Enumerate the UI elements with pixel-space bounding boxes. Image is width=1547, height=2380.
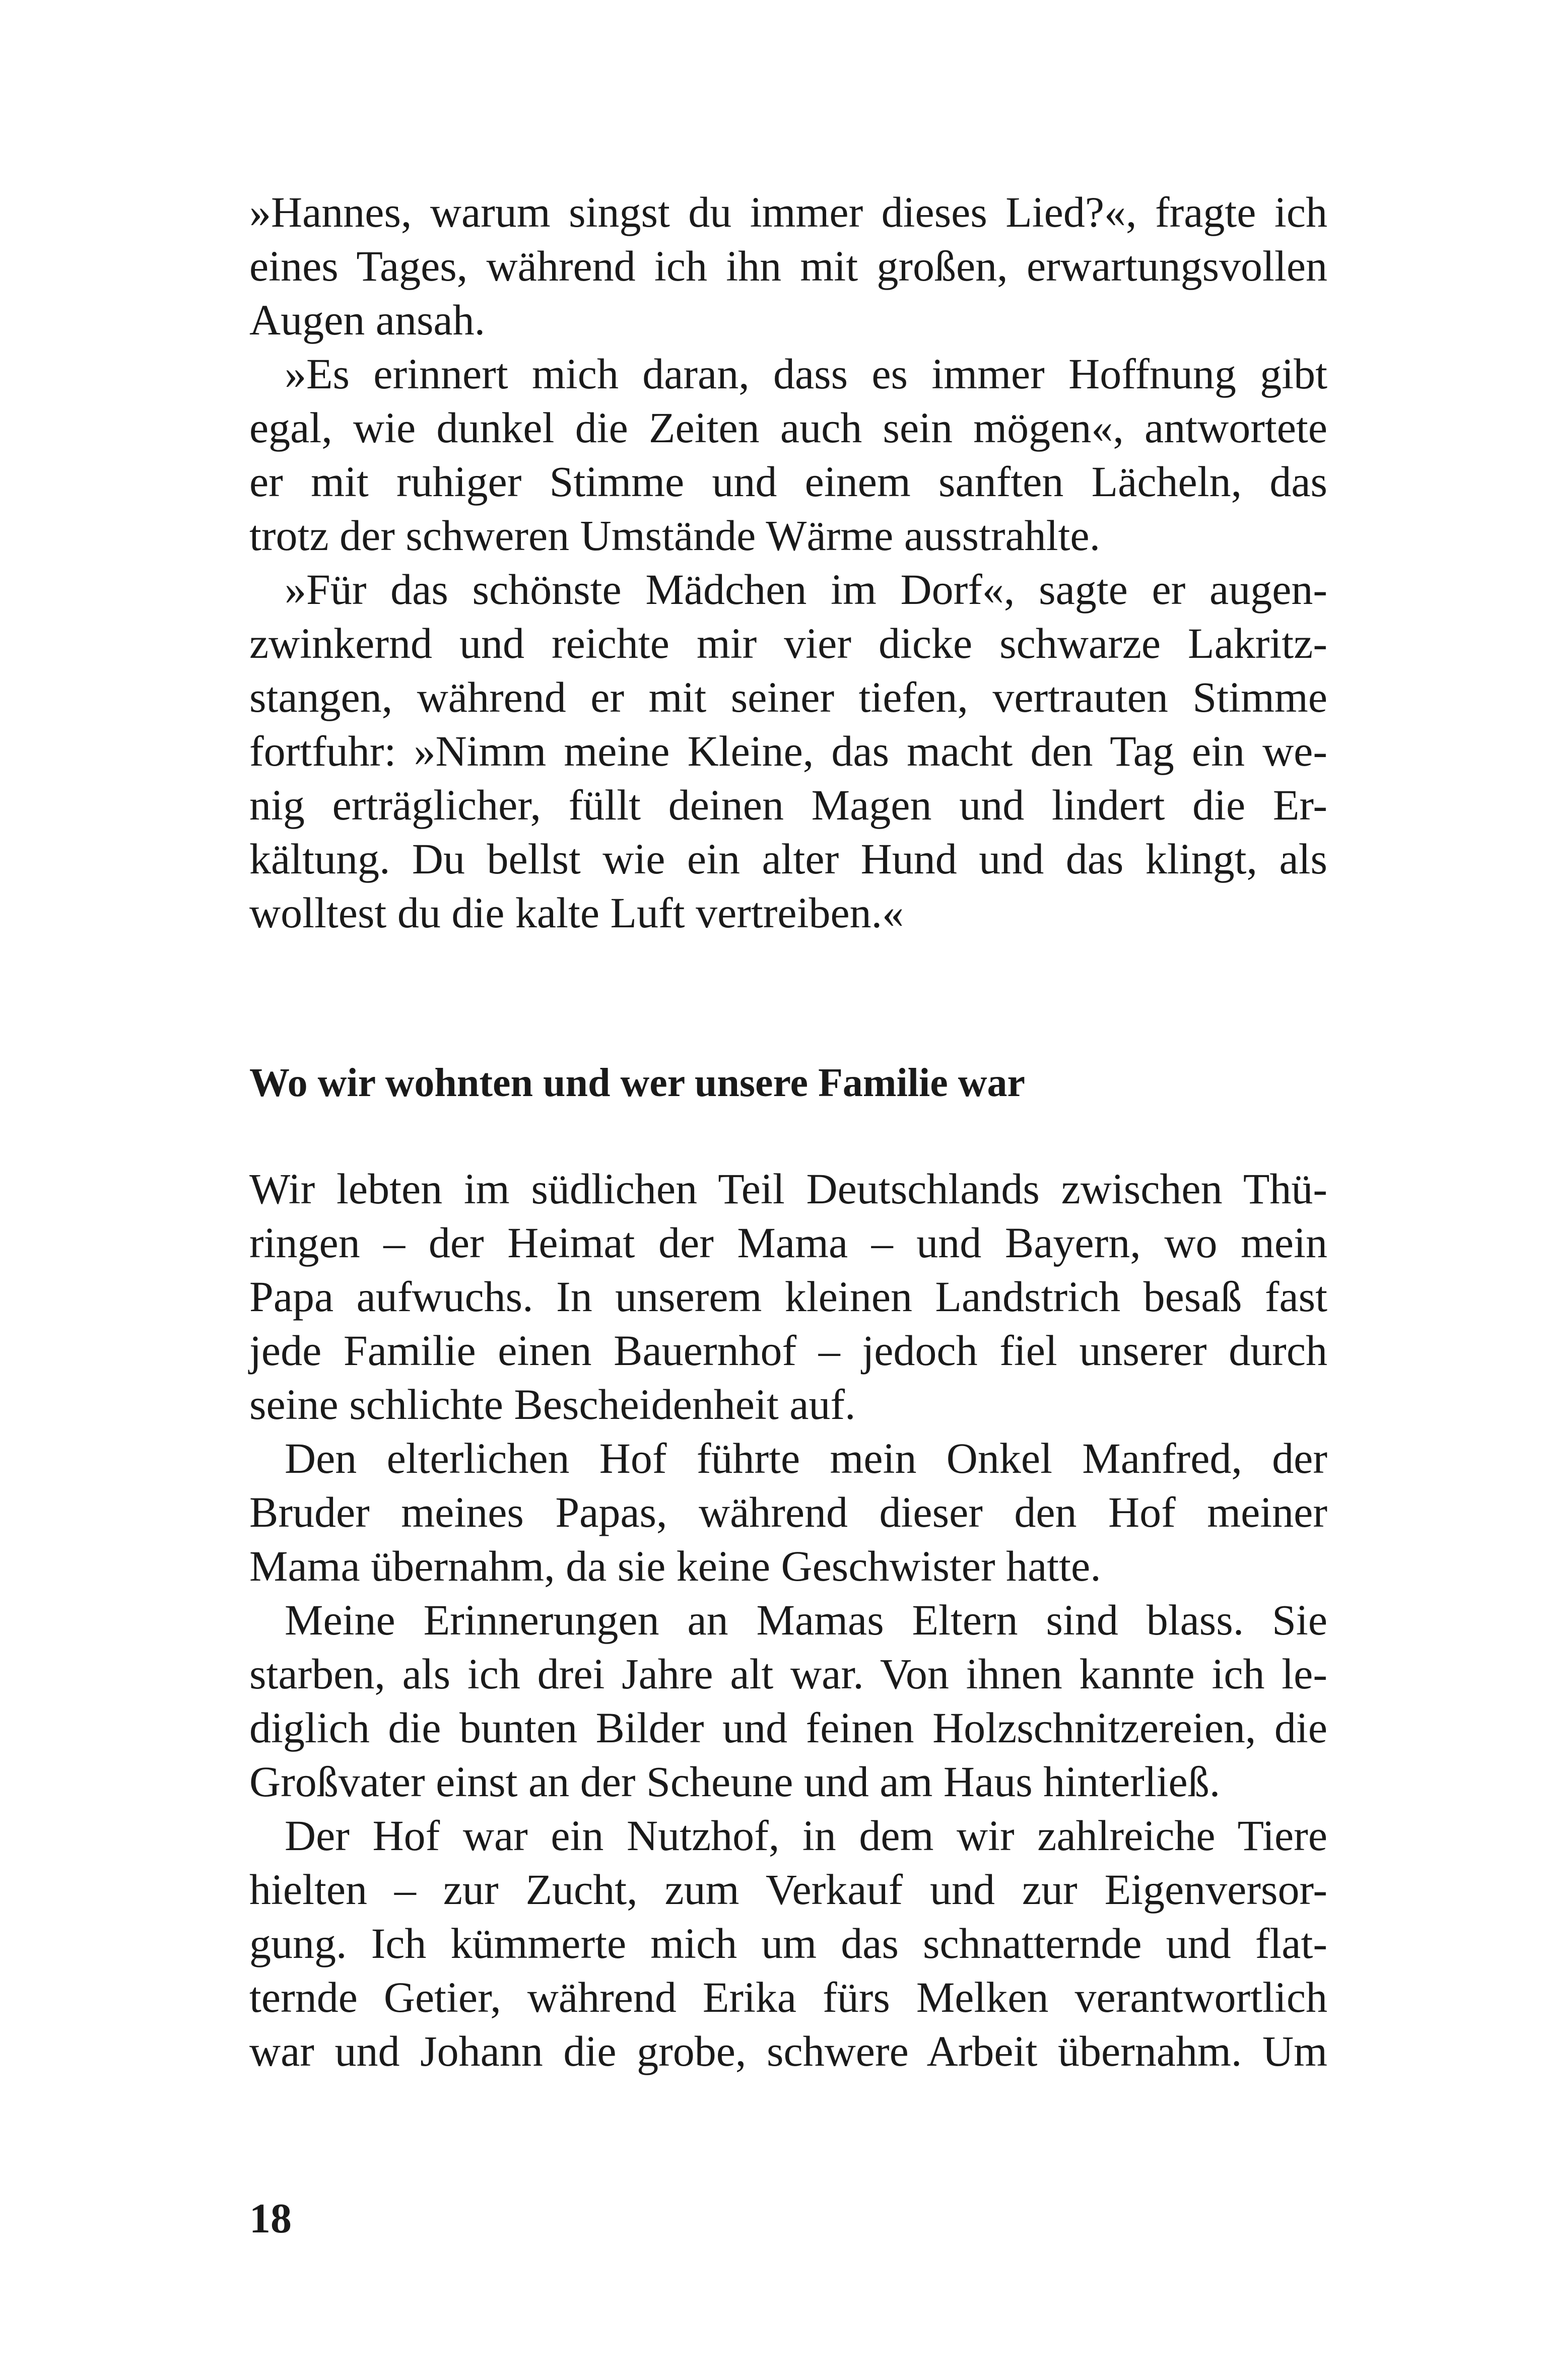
text-line: kältung. Du bellst wie ein alter Hund und das klingt, als: [249, 835, 1327, 883]
text-line: nig erträglicher, füllt deinen Magen und lindert die Er-: [249, 781, 1327, 829]
text-line: trotz der schweren Umstände Wärme ausstrahlte.: [249, 511, 1101, 560]
text-line: eines Tages, während ich ihn mit großen, erwartungsvollen: [249, 242, 1327, 290]
bottom-text-section: [249, 1162, 1327, 2078]
text-line: fortfuhr: »Nimm meine Kleine, das macht den Tag ein we-: [249, 727, 1327, 775]
text-line: Wir lebten im südlichen Teil Deutschlands zwischen Thü-: [249, 1165, 1327, 1213]
text-line: gung. Ich kümmerte mich um das schnatternde und flat-: [249, 1919, 1327, 1967]
text-line: jede Familie einen Bauernhof – jedoch fiel unserer durch: [249, 1326, 1327, 1375]
text-line: »Hannes, warum singst du immer dieses Lied?«, fragte ich: [249, 188, 1327, 236]
text-line: ternde Getier, während Erika fürs Melken verantwortlich: [249, 1973, 1327, 2021]
text-line: wolltest du die kalte Luft vertreiben.«: [249, 889, 904, 937]
text-line: war und Johann die grobe, schwere Arbeit übernahm. Um: [249, 2027, 1327, 2075]
text-line: Augen ansah.: [249, 296, 486, 344]
text-line: Großvater einst an der Scheune und am Haus hinterließ.: [249, 1757, 1221, 1806]
text-line: Papa aufwuchs. In unserem kleinen Landstrich besaß fast: [249, 1272, 1327, 1321]
text-line: Mama übernahm, da sie keine Geschwister hatte.: [249, 1542, 1101, 1590]
section-heading: Wo wir wohnten und wer unsere Familie war: [249, 1061, 1026, 1105]
text-line: Bruder meines Papas, während dieser den Hof meiner: [249, 1488, 1327, 1536]
text-line: zwinkernd und reichte mir vier dicke schwarze Lakritz-: [249, 619, 1327, 667]
text-line: Meine Erinnerungen an Mamas Eltern sind blass. Sie: [285, 1596, 1327, 1644]
text-line: »Für das schönste Mädchen im Dorf«, sagte er augen-: [285, 565, 1327, 614]
text-line: Der Hof war ein Nutzhof, in dem wir zahlreiche Tiere: [285, 1811, 1327, 1860]
top-text-section: [249, 185, 1327, 940]
page-number: 18: [249, 2195, 292, 2242]
text-line: egal, wie dunkel die Zeiten auch sein mögen«, antwortete: [249, 403, 1327, 452]
text-line: starben, als ich drei Jahre alt war. Von ihnen kannte ich le-: [249, 1650, 1327, 1698]
text-line: hielten – zur Zucht, zum Verkauf und zur Eigenversor-: [249, 1865, 1327, 1914]
text-line: stangen, während er mit seiner tiefen, vertrauten Stimme: [249, 673, 1327, 721]
text-line: seine schlichte Bescheidenheit auf.: [249, 1380, 856, 1429]
text-line: er mit ruhiger Stimme und einem sanften Lächeln, das: [249, 457, 1327, 506]
text-line: »Es erinnert mich daran, dass es immer Hoffnung gibt: [285, 350, 1327, 398]
text-line: ringen – der Heimat der Mama – und Bayern, wo mein: [249, 1218, 1327, 1267]
text-line: diglich die bunten Bilder und feinen Holzschnitzereien, die: [249, 1704, 1327, 1752]
text-line: Den elterlichen Hof führte mein Onkel Manfred, der: [285, 1434, 1327, 1482]
